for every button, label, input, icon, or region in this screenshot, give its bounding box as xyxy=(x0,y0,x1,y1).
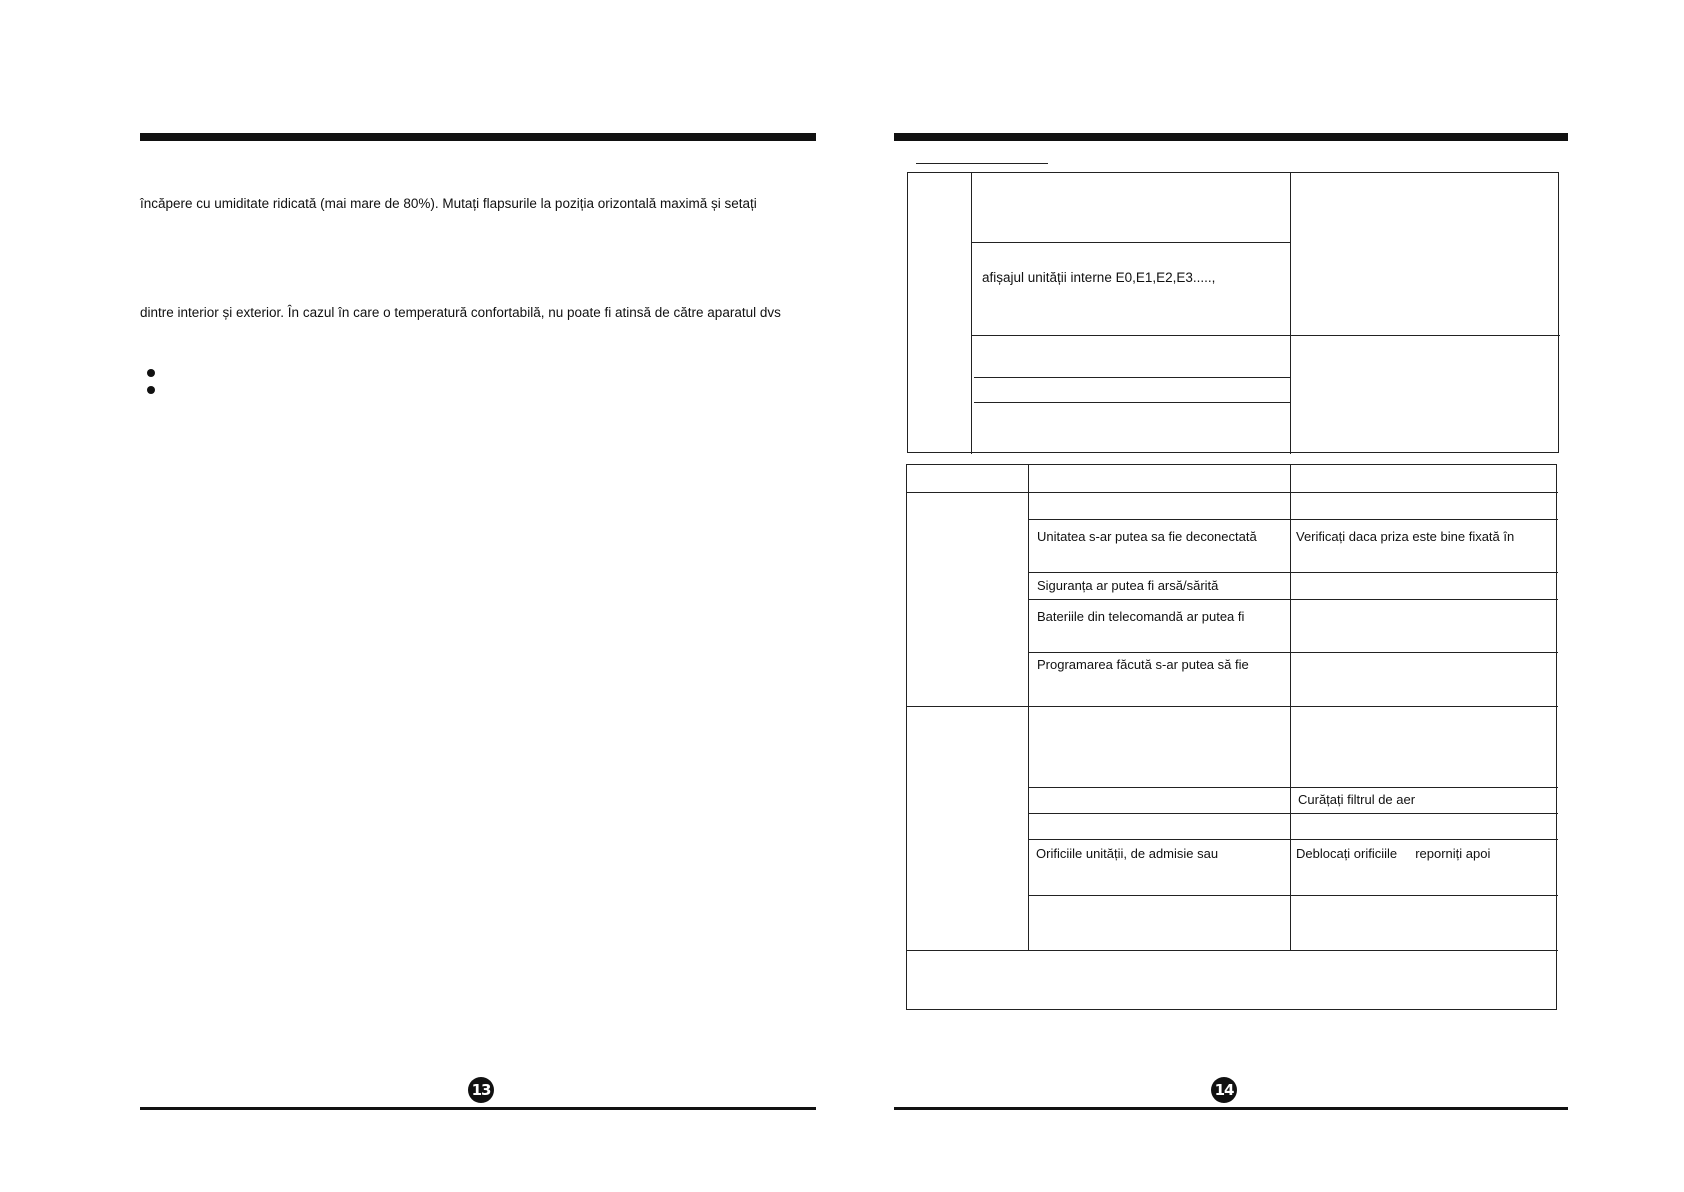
page-number-13: 13 xyxy=(468,1077,494,1103)
table-divider xyxy=(971,242,1290,243)
error-display-cell: afișajul unității interne E0,E1,E2,E3....., xyxy=(982,270,1216,285)
table-divider xyxy=(1028,813,1558,814)
right-footer-rule xyxy=(894,1107,1568,1110)
cause-cell: Siguranța ar putea fi arsă/sărită xyxy=(1037,578,1219,593)
table-divider xyxy=(971,335,1560,336)
remedy-cell: Verificați daca priza este bine fixată în xyxy=(1296,529,1515,544)
table-divider xyxy=(1028,465,1029,950)
table-divider xyxy=(907,706,1558,707)
cause-cell: Bateriile din telecomandă ar putea fi xyxy=(1037,609,1245,624)
table-divider xyxy=(971,173,972,454)
left-header-rule xyxy=(140,133,816,141)
left-footer-rule xyxy=(140,1107,816,1110)
cause-cell: Unitatea s-ar putea sa fie deconectată xyxy=(1037,529,1257,544)
cause-cell: Orificiile unității, de admisie sau xyxy=(1036,846,1219,861)
table-divider xyxy=(1028,519,1558,520)
table-divider xyxy=(1028,572,1558,573)
left-text-line-2: dintre interior și exterior. În cazul în care o temperatură confortabilă, nu poate fi atinsă de către aparatul dvs xyxy=(140,305,781,320)
table-divider xyxy=(1028,787,1558,788)
remedy-cell: Curățați filtrul de aer xyxy=(1298,792,1416,807)
section-underline xyxy=(916,163,1048,164)
table-divider xyxy=(907,950,1558,951)
table-divider xyxy=(1028,652,1558,653)
table-divider xyxy=(974,377,1290,378)
bullet-point xyxy=(147,386,155,394)
table-divider xyxy=(1028,599,1558,600)
table-divider xyxy=(1290,465,1291,950)
table-divider xyxy=(1028,839,1558,840)
table-divider xyxy=(974,402,1290,403)
error-table xyxy=(907,172,1559,453)
bullet-point xyxy=(147,369,155,377)
cause-cell: Programarea făcută s-ar putea să fie xyxy=(1037,657,1249,672)
table-divider xyxy=(907,492,1558,493)
table-divider xyxy=(1290,173,1291,454)
left-text-line-1: încăpere cu umiditate ridicată (mai mare de 80%). Mutați flapsurile la poziția orizontală maximă și setați xyxy=(140,196,757,211)
remedy-cell: Deblocați orificiile reporniți apoi xyxy=(1296,846,1491,861)
troubleshooting-table xyxy=(906,464,1557,1010)
page-number-14: 14 xyxy=(1211,1077,1237,1103)
right-header-rule xyxy=(894,133,1568,141)
table-divider xyxy=(1028,895,1558,896)
